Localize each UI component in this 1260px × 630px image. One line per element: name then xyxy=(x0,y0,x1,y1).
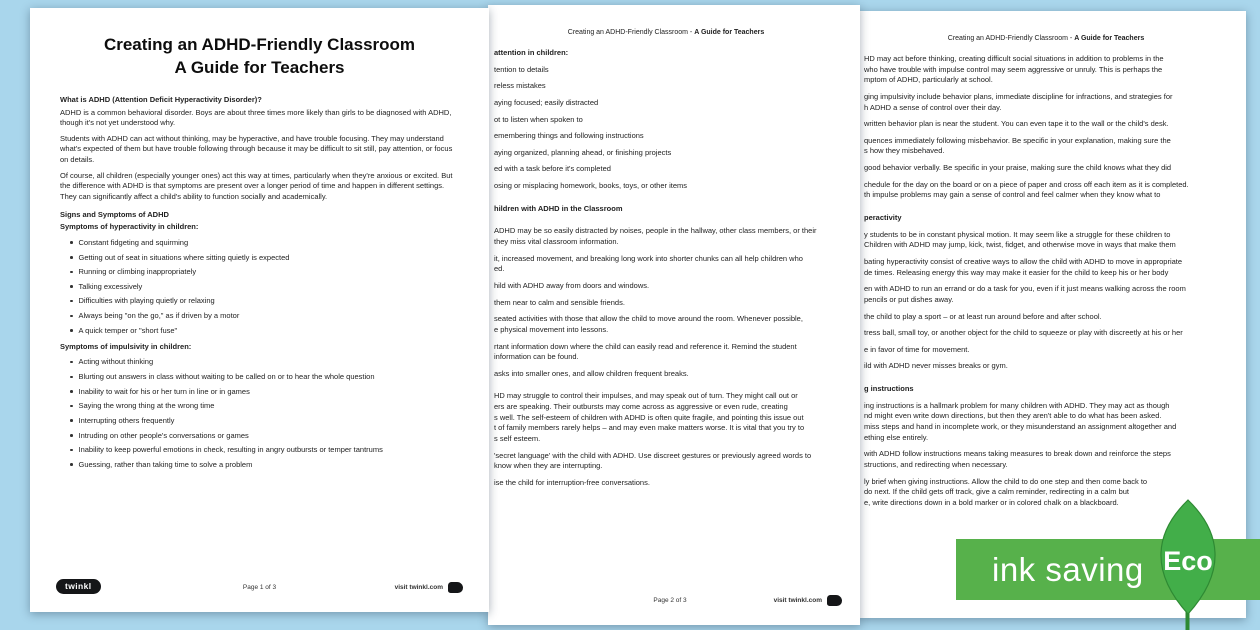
text-line: Students with ADHD can act without thinking, may be hyperactive, and have trouble focusing. They may understand what's expected of them but have trouble following through because it may be difficult to sit still, pay attention, or focus on details. xyxy=(60,133,453,165)
text-line: hild with ADHD away from doors and windows. xyxy=(494,280,650,290)
list-item-label: Talking excessively xyxy=(78,281,143,291)
document-page-2 xyxy=(488,5,860,625)
page-number: Page 2 of 3 xyxy=(653,597,687,604)
text-line: HD may act before thinking, creating difficult social situations in addition to problems in the xyxy=(864,54,1164,63)
list-item-label: Running or climbing inappropriately xyxy=(78,267,197,277)
list-item-label: Guessing, rather than taking time to solve a problem xyxy=(78,459,253,469)
hyperactivity-list xyxy=(68,238,459,336)
text-line: ly brief when giving instructions. Allow the child to do one step and then come back to xyxy=(864,476,1148,486)
bullet-icon xyxy=(70,419,73,422)
page3-content xyxy=(864,54,1228,509)
text-line: g instructions xyxy=(864,384,914,394)
text-line: ed. xyxy=(494,264,505,274)
page-title-line2: A Guide for Teachers xyxy=(174,57,345,77)
list-item-label: Difficulties with playing quietly or relaxing xyxy=(78,296,215,306)
list-item-label: Constant fidgeting and squirming xyxy=(78,237,189,247)
text-line: written behavior plan is near the student. You can even tape it to the wall or the child's desk. xyxy=(864,119,1169,129)
list-item-label: Inability to wait for his or her turn in line or in games xyxy=(78,386,250,396)
text-line: tress ball, small toy, or another object for the child to squeeze or play with discreetly at his or her xyxy=(864,328,1183,338)
text-line: aying focused; easily distracted xyxy=(494,97,599,107)
text-line: y students to be in constant physical motion. It may seem like a struggle for these children to xyxy=(864,229,1171,239)
text-line: Of course, all children (especially younger ones) act this way at times, particularly when they're anxious or excited. But the difference with ADHD is that symptoms are present over a longer period of time and happen in different settings. They can significantly affect a child's ability to function socially and academically. xyxy=(60,170,453,201)
text-line: HD may struggle to control their impulses, and may speak out of turn. They might call out or xyxy=(494,391,798,401)
bullet-icon xyxy=(70,449,73,452)
text-line: know when they are interrupting. xyxy=(494,461,603,471)
text-line: who have trouble with impulse control may seem aggressive or unruly. This is perhaps the xyxy=(864,64,1163,74)
text-line: good behavior verbally. Be specific in your praise, making sure the child knows what they did xyxy=(864,163,1172,173)
list-item-label: Always being "on the go," as if driven by a motor xyxy=(78,311,240,321)
bullet-icon xyxy=(70,271,73,274)
text-line: s well. The self-esteem of children with ADHD is often quite fragile, and pointing this issue out xyxy=(494,412,804,422)
list-item xyxy=(68,311,459,321)
text-line: en with ADHD to run an errand or do a task for you, even if it just means walking across the room xyxy=(864,284,1186,294)
impulsivity-list xyxy=(68,357,459,470)
list-item-label: Interrupting others frequently xyxy=(78,415,175,425)
list-item xyxy=(68,416,459,426)
list-item-label: Blurting out answers in class without waiting to be called on or to hear the whole question xyxy=(78,372,375,382)
page3-header xyxy=(864,35,1228,42)
text-line: asks into smaller ones, and allow children frequent breaks. xyxy=(494,368,689,378)
page2-header-prefix: Creating an ADHD-Friendly Classroom - xyxy=(567,29,695,36)
list-item xyxy=(68,401,459,411)
eco-label: Eco xyxy=(1163,546,1213,576)
list-item xyxy=(68,326,459,336)
text-line: ild with ADHD never misses breaks or gym. xyxy=(864,361,1008,371)
bullet-icon xyxy=(70,256,73,259)
text-line: hildren with ADHD in the Classroom xyxy=(494,203,623,213)
text-line: rtant information down where the child can easily read and reference it. Remind the student xyxy=(494,341,797,351)
bullet-icon xyxy=(70,285,73,288)
subheading-hyperactivity: Symptoms of hyperactivity in children: xyxy=(60,222,199,232)
text-line: them near to calm and sensible friends. xyxy=(494,297,625,307)
page2-header xyxy=(494,29,838,36)
list-item-label: Acting without thinking xyxy=(78,357,154,367)
list-item xyxy=(68,253,459,263)
text-line: seated activities with those that allow the child to move around the room. Whenever possible, xyxy=(494,314,803,324)
section-heading-what-is-adhd: What is ADHD (Attention Deficit Hyperactivity Disorder)? xyxy=(60,94,262,104)
text-line: pencils or put dishes away. xyxy=(864,294,954,304)
text-line: 'secret language' with the child with ADHD. Use discreet gestures or previously agreed words to xyxy=(494,450,812,460)
text-line: peractivity xyxy=(864,213,902,223)
list-item xyxy=(68,238,459,248)
text-line: emembering things and following instructions xyxy=(494,131,644,141)
text-line: ADHD is a common behavioral disorder. Boys are about three times more likely than girls to be diagnosed with ADHD, though it's not yet understood why. xyxy=(60,107,452,128)
text-line: s how they misbehaved. xyxy=(864,146,945,156)
text-line: the child to play a sport – or at least run around before and after school. xyxy=(864,311,1102,321)
list-item xyxy=(68,267,459,277)
list-item xyxy=(68,296,459,306)
text-line: e physical movement into lessons. xyxy=(494,324,609,334)
text-line: chedule for the day on the board or on a piece of paper and cross off each item as it is completed. xyxy=(864,179,1189,189)
text-line: reless mistakes xyxy=(494,81,546,91)
bullet-icon xyxy=(70,434,73,437)
text-line: e, write directions down in a bold marker or in colored chalk on a blackboard. xyxy=(864,497,1119,507)
text-line: with ADHD follow instructions means taking measures to break down and reinforce the steps xyxy=(864,449,1171,459)
text-line: aying organized, planning ahead, or finishing projects xyxy=(494,147,672,157)
text-line: th impulse problems may gain a sense of control and feel calmer when they know what to xyxy=(864,190,1161,200)
text-line: ers are speaking. Their outbursts may come across as aggressive or even rude, creating xyxy=(494,402,788,412)
text-line: ging impulsivity include behavior plans, immediate discipline for infractions, and strategies for xyxy=(864,91,1173,101)
bullet-icon xyxy=(70,241,73,244)
page-title xyxy=(60,34,459,80)
list-item xyxy=(68,445,459,455)
text-line: nd might even write down directions, but then they aren't able to do what has been asked. xyxy=(864,411,1162,421)
page2-header-bold: A Guide for Teachers xyxy=(694,29,765,36)
site-link xyxy=(395,582,463,593)
text-line: ed with a task before it's completed xyxy=(494,164,611,174)
list-item-label: Intruding on other people's conversations or games xyxy=(78,430,249,440)
site-label: visit twinkl.com xyxy=(394,584,443,591)
list-item xyxy=(68,282,459,292)
list-item-label: Inability to keep powerful emotions in check, resulting in angry outbursts or temper tantrums xyxy=(78,445,383,455)
bullet-icon xyxy=(70,329,73,332)
page3-header-bold: A Guide for Teachers xyxy=(1074,35,1145,42)
text-line: quences immediately following misbehavior. Be specific in your explanation, making sure the xyxy=(864,135,1171,145)
page-title-line1: Creating an ADHD-Friendly Classroom xyxy=(103,35,416,54)
intro-paragraphs xyxy=(60,108,459,203)
text-line: osing or misplacing homework, books, toys, or other items xyxy=(494,181,687,191)
list-item-label: Getting out of seat in situations where sitting quietly is expected xyxy=(78,252,290,262)
page2-content xyxy=(494,48,838,489)
bullet-icon xyxy=(70,376,73,379)
text-line: they miss vital classroom information. xyxy=(494,237,619,247)
text-line: information can be found. xyxy=(494,352,579,362)
twinkl-logo: twinkl xyxy=(56,579,101,594)
list-item xyxy=(68,431,459,441)
text-line: de times. Releasing energy this way may make it easier for the child to keep his or her body xyxy=(864,267,1169,277)
text-line: bating hyperactivity consist of creative ways to allow the child with ADHD to move in appropriate xyxy=(864,256,1183,266)
text-line: it, increased movement, and breaking long work into shorter chunks can all help children who xyxy=(494,253,803,263)
text-line: attention in children: xyxy=(494,48,569,57)
twinkl-mark-icon xyxy=(448,582,463,593)
text-line: h ADHD a sense of control over their day. xyxy=(864,102,1002,112)
page2-footer xyxy=(498,593,842,609)
bullet-icon xyxy=(70,463,73,466)
text-line: t of family members rarely helps – and may even make matters worse. It is vital that you try to xyxy=(494,423,805,433)
page-number: Page 1 of 3 xyxy=(242,584,277,591)
site-link xyxy=(774,595,842,606)
ink-saving-label: ink saving xyxy=(992,550,1144,588)
bullet-icon xyxy=(70,405,73,408)
list-item-label: Saying the wrong thing at the wrong time xyxy=(78,401,215,411)
text-line: s self esteem. xyxy=(494,434,541,444)
text-line: tention to details xyxy=(494,64,549,74)
bullet-icon xyxy=(70,361,73,364)
text-line: ise the child for interruption-free conversations. xyxy=(494,477,650,487)
bullet-icon xyxy=(70,300,73,303)
text-line: structions, and redirecting when necessary. xyxy=(864,459,1008,469)
text-line: ething else entirely. xyxy=(864,432,929,442)
text-line: miss steps and hand in incomplete work, or they misunderstand an assignment altogether and xyxy=(864,422,1177,432)
bullet-icon xyxy=(70,390,73,393)
site-label: visit twinkl.com xyxy=(773,597,822,604)
subheading-impulsivity: Symptoms of impulsivity in children: xyxy=(60,341,192,351)
text-line: ADHD may be so easily distracted by noises, people in the hallway, other class members, or their xyxy=(494,226,817,236)
page1-footer xyxy=(56,580,463,596)
document-page-1 xyxy=(30,8,489,612)
list-item-label: A quick temper or "short fuse" xyxy=(78,325,178,335)
text-line: e in favor of time for movement. xyxy=(864,344,970,354)
text-line: mptom of ADHD, particularly at school. xyxy=(864,75,993,85)
list-item xyxy=(68,357,459,367)
list-item xyxy=(68,387,459,397)
list-item xyxy=(68,372,459,382)
section-heading-signs: Signs and Symptoms of ADHD xyxy=(60,209,169,219)
text-line: ot to listen when spoken to xyxy=(494,114,583,124)
eco-leaf-icon xyxy=(1138,497,1238,630)
bullet-icon xyxy=(70,315,73,318)
text-line: do next. If the child gets off track, give a calm reminder, redirecting in a calm but xyxy=(864,487,1129,497)
text-line: ing instructions is a hallmark problem for many children with ADHD. They may act as though xyxy=(864,400,1170,410)
list-item xyxy=(68,460,459,470)
twinkl-mark-icon xyxy=(827,595,842,606)
text-line: Children with ADHD may jump, kick, twist, fidget, and otherwise move in ways that make them xyxy=(864,240,1176,250)
page3-header-prefix: Creating an ADHD-Friendly Classroom - xyxy=(947,35,1075,42)
